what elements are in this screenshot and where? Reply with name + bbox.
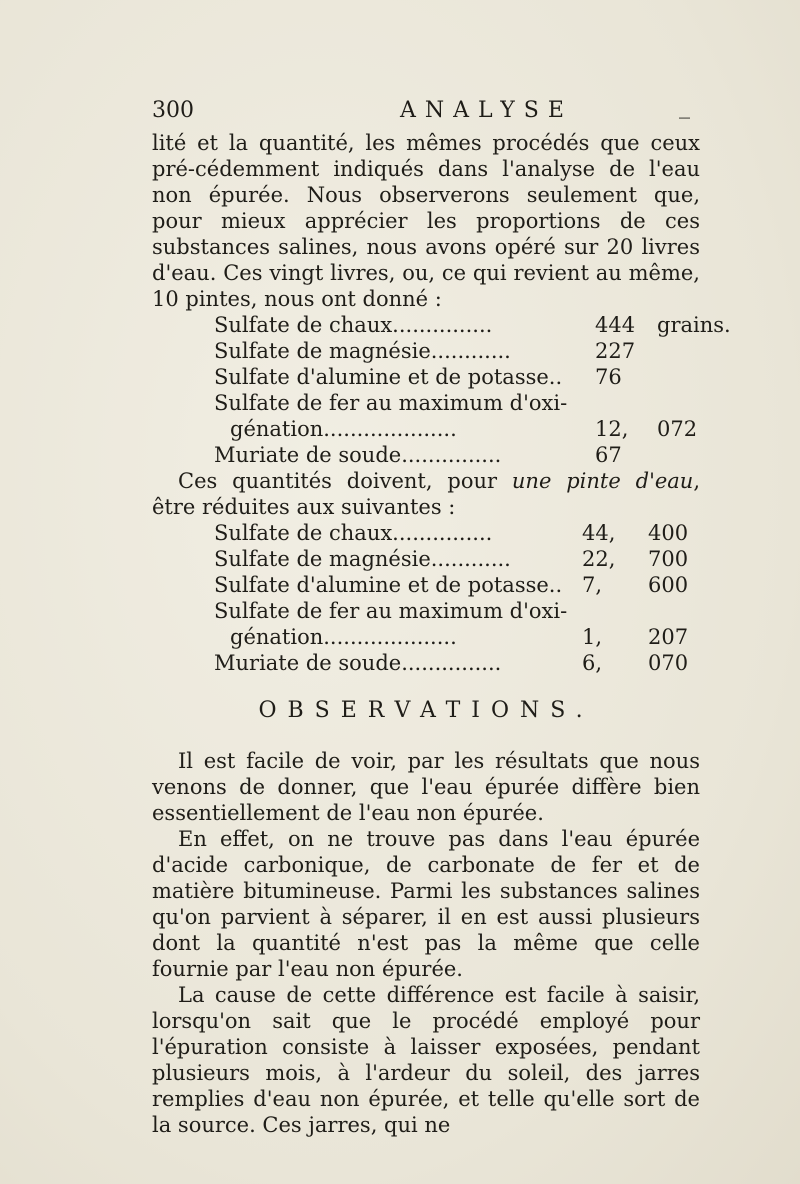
substance-name: génation.................... (230, 417, 457, 441)
conversion-text-before: Ces quantités doivent, pour (178, 469, 512, 493)
substance-decimal: 070 (648, 651, 689, 675)
conversion-text-after: , être réduites aux suivantes : (152, 469, 700, 519)
section-title: OBSERVATIONS. (258, 698, 594, 723)
table-row (152, 624, 700, 650)
table-row (152, 442, 700, 468)
substance-name: Sulfate de chaux............... (214, 313, 493, 337)
substance-name: Muriate de soude............... (214, 443, 502, 467)
substance-value: 227 (595, 339, 636, 363)
substance-decimal: 700 (648, 547, 689, 571)
substance-value: 6, (582, 651, 603, 675)
substance-name: Sulfate de fer au maximum d'oxi- (214, 391, 568, 415)
conversion-paragraph (152, 468, 700, 520)
substance-name: génation.................... (230, 625, 457, 649)
substance-value: 22, (582, 547, 616, 571)
substance-decimal: 207 (648, 625, 689, 649)
table-row (152, 598, 700, 624)
observation-paragraph: La cause de cette différence est facile à saisir, lorsqu'on sait que le procédé employé pour l'épuration consiste à laisser exposées, pendant plusieurs mois, à l'ardeur du soleil, des jarres remplies d'eau non épurée, et telle qu'elle sort de la source. Ces jarres, qui ne (152, 983, 700, 1137)
table-row (152, 390, 700, 416)
table-row (152, 416, 700, 442)
table-row (152, 572, 700, 598)
substance-value: 1, (582, 625, 603, 649)
substance-unit: grains. (657, 313, 731, 337)
page-number: 300 (152, 98, 194, 123)
substance-value: 67 (595, 443, 622, 467)
substance-value: 444 (595, 313, 636, 337)
substance-decimal: 600 (648, 573, 689, 597)
observation-paragraph: Il est facile de voir, par les résultats que nous venons de donner, que l'eau épurée diffère bien essentiellement de l'eau non épurée. (152, 749, 700, 825)
substance-value: 44, (582, 521, 616, 545)
table-row (152, 364, 700, 390)
substance-name: Sulfate de chaux............... (214, 521, 493, 545)
running-title: ANALYSE (400, 98, 573, 123)
substance-name: Sulfate de magnésie............ (214, 547, 511, 571)
substance-name: Sulfate de fer au maximum d'oxi- (214, 599, 568, 623)
substance-decimal: 072 (657, 417, 698, 441)
substance-decimal: 400 (648, 521, 689, 545)
conversion-italic: une pinte d'eau (511, 469, 694, 493)
substance-name: Sulfate d'alumine et de potasse.. (214, 365, 563, 389)
substance-value: 12, (595, 417, 629, 441)
intro-paragraph: lité et la quantité, les mêmes procédés que ceux pré-cédemment indiqués dans l'analyse de l'eau non épurée. Nous observerons seulement que, pour mieux apprécier les proportions de ces substances salines, nous avons opéré sur 20 livres d'eau. Ces vingt livres, ou, ce qui revient au même, 10 pintes, nous ont donné : (152, 131, 700, 311)
table-row (152, 546, 700, 572)
header-mark: _ (679, 94, 690, 119)
table-row (152, 520, 700, 546)
results-table-per-pinte (152, 520, 700, 676)
observation-paragraph: En effet, on ne trouve pas dans l'eau épurée d'acide carbonique, de carbonate de fer et de matière bitumineuse. Parmi les substances salines qu'on parvient à séparer, il en est aussi plusieurs dont la quantité n'est pas la même que celle fournie par l'eau non épurée. (152, 827, 700, 981)
substance-name: Sulfate d'alumine et de potasse.. (214, 573, 563, 597)
results-table-20-livres (152, 312, 731, 468)
table-row (152, 312, 731, 338)
substance-value: 76 (595, 365, 622, 389)
page-header (152, 94, 692, 128)
table-row (152, 650, 700, 676)
table-row (152, 338, 700, 364)
body-text (152, 130, 731, 1138)
substance-name: Sulfate de magnésie............ (214, 339, 511, 363)
substance-name: Muriate de soude............... (214, 651, 502, 675)
substance-value: 7, (582, 573, 603, 597)
